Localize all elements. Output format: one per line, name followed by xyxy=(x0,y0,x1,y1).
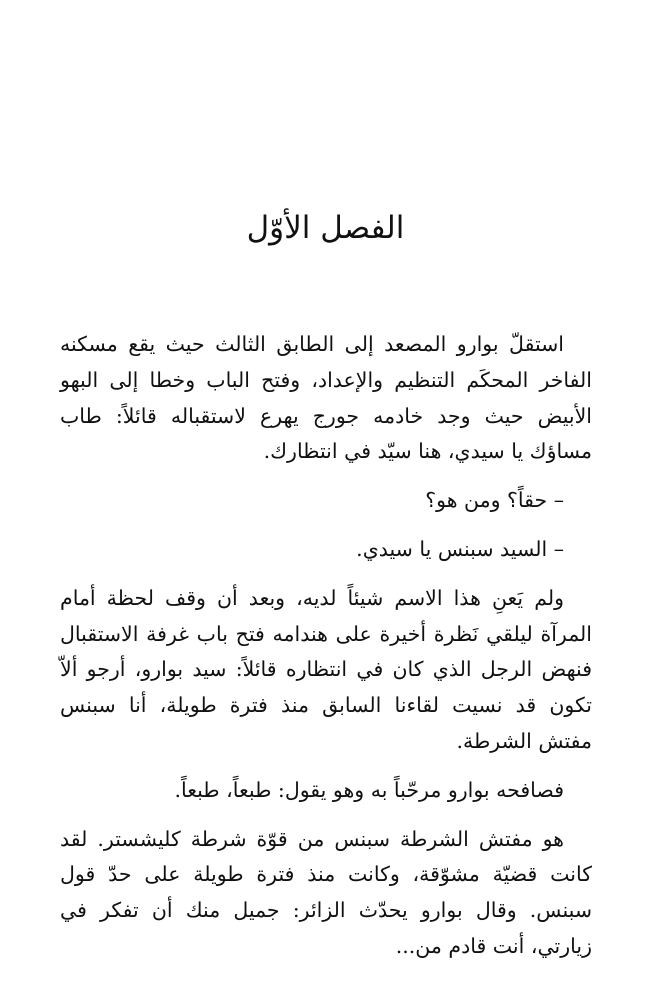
paragraph-dialog-question: – حقاً؟ ومن هو؟ xyxy=(425,488,564,513)
paragraph-greeting: فصافحه بوارو مرحّباً به وهو يقول: طبعاً، طبعاً. xyxy=(174,777,564,802)
paragraph-dialog-answer: – السيد سبنس يا سيدي. xyxy=(356,536,564,561)
chapter-body xyxy=(60,327,592,978)
paragraph-meeting: ولم يَعنِ هذا الاسم شيئاً لديه، وبعد أن وقف لحظة أمام المرآة ليلقي نَظرة أخيرة على هندامه فتح باب غرفة الاستقبال فنهض الرجل الذي كان في انتظاره قائلاً: سيد بوارو، أرجو ألاّ تكون قد نسيت لقاءنا السابق منذ فترة طويلة، أنا سبنس مفتش الشرطة. xyxy=(60,585,592,753)
chapter-title: الفصل الأوّل xyxy=(246,210,405,246)
paragraph-opening: استقلّ بوارو المصعد إلى الطابق الثالث حيث يقع مسكنه الفاخر المحكَم التنظيم والإعداد، وفتح الباب وخطا إلى البهو الأبيض حيث وجد خادمه جورج يهرع لاستقباله قائلاً: طاب مساؤك يا سيدي، هنا سيّد في انتظارك. xyxy=(60,332,592,464)
paragraph-inspector: هو مفتش الشرطة سبنس من قوّة شرطة كليشستر. لقد كانت قضيّة مشوّقة، وكانت منذ فترة طويلة على حدّ قول سبنس. وقال بوارو يحدّث الزائر: جميل منك أن تفكر في زيارتي، أنت قادم من... xyxy=(60,826,592,958)
